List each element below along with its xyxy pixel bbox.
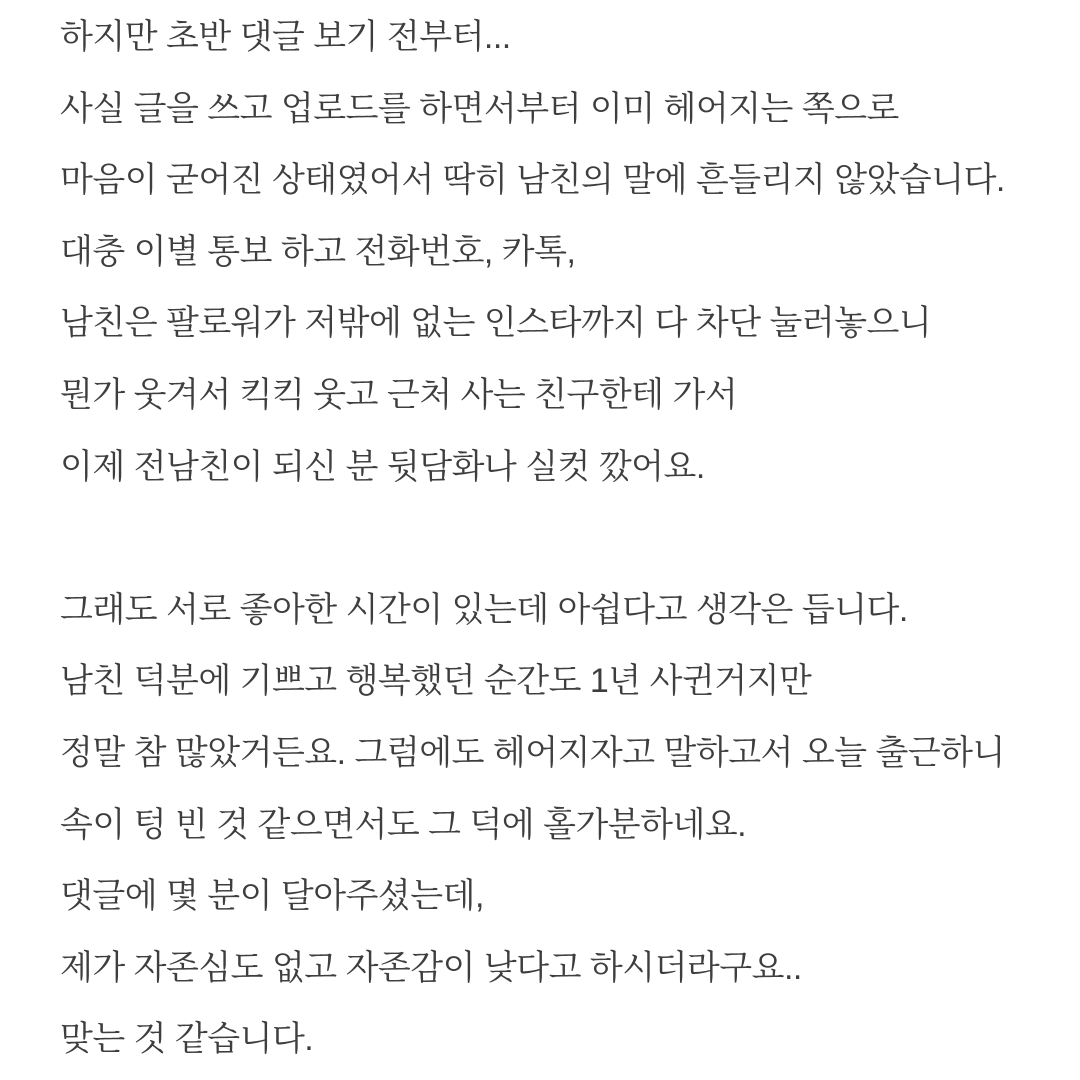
text-line: 속이 텅 빈 것 같으면서도 그 덕에 홀가분하네요. bbox=[60, 805, 747, 844]
text-line: 남친은 팔로워가 저밖에 없는 인스타까지 다 차단 눌러놓으니 bbox=[60, 304, 932, 343]
text-line: 제가 자존심도 없고 자존감이 낮다고 하시더라구요.. bbox=[60, 948, 802, 987]
text-line: 남친 덕분에 기쁘고 행복했던 순간도 1년 사귄거지만 bbox=[60, 662, 812, 701]
text-line: 그래도 서로 좋아한 시간이 있는데 아쉽다고 생각은 듭니다. bbox=[60, 590, 908, 629]
text-line: 마음이 굳어진 상태였어서 딱히 남친의 말에 흔들리지 않았습니다. bbox=[60, 161, 1005, 200]
text-line: 대충 이별 통보 하고 전화번호, 카톡, bbox=[60, 232, 576, 271]
text-line: 댓글에 몇 분이 달아주셨는데, bbox=[60, 877, 484, 916]
text-line: 정말 참 많았거든요. 그럼에도 헤어지자고 말하고서 오늘 출근하니 bbox=[60, 733, 1005, 772]
text-line: 이제 전남친이 되신 분 뒷담화나 실컷 깠어요. bbox=[60, 447, 705, 486]
text-line: 뭔가 웃겨서 킥킥 웃고 근처 사는 친구한테 가서 bbox=[60, 375, 738, 414]
text-line: 맞는 것 같습니다. bbox=[60, 1020, 314, 1059]
blank-line bbox=[60, 503, 1060, 575]
text-line: 하지만 초반 댓글 보기 전부터... bbox=[60, 18, 511, 56]
text-line: 사실 글을 쓰고 업로드를 하면서부터 이미 헤어지는 쪽으로 bbox=[60, 89, 899, 128]
